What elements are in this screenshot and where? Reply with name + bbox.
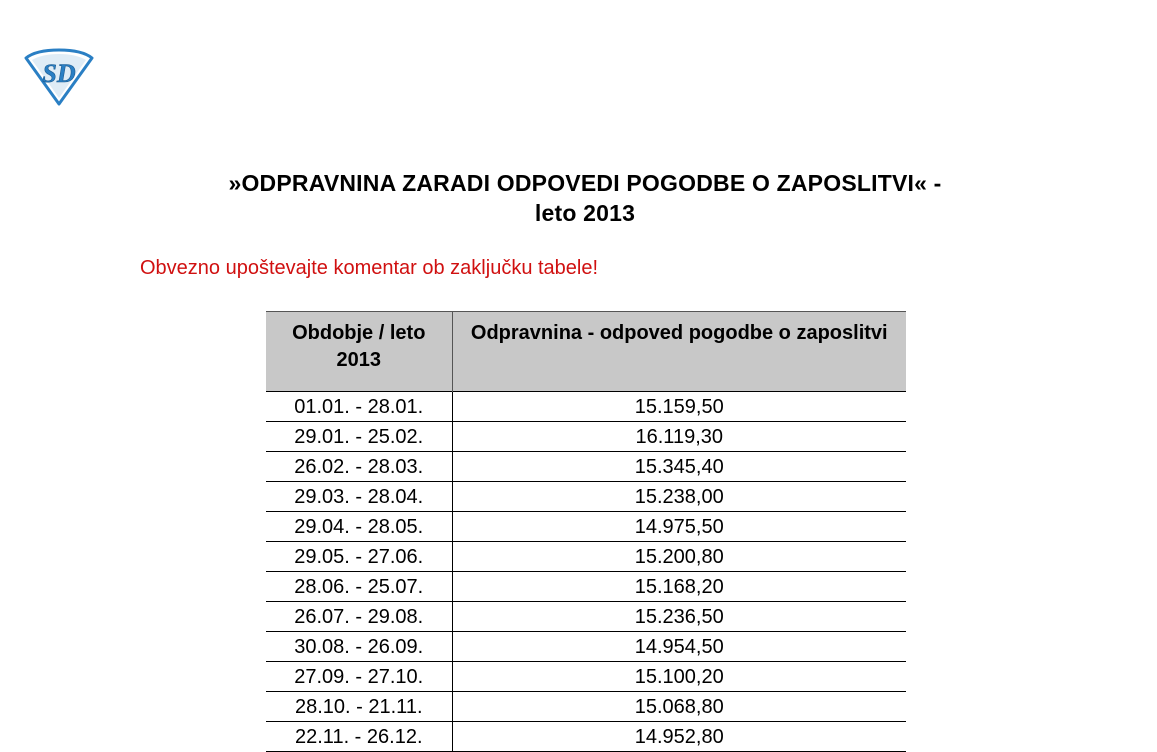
period-cell: 29.05. - 27.06.: [266, 542, 452, 572]
period-cell: 29.04. - 28.05.: [266, 512, 452, 542]
severance-table: [266, 311, 906, 752]
table-header-row: [266, 312, 906, 392]
table-row: [266, 662, 906, 692]
table-row: [266, 452, 906, 482]
period-cell: 26.02. - 28.03.: [266, 452, 452, 482]
amount-cell: 15.159,50: [452, 392, 906, 422]
table-row: [266, 512, 906, 542]
period-cell: 29.01. - 25.02.: [266, 422, 452, 452]
table-row: [266, 572, 906, 602]
amount-cell: 15.168,20: [452, 572, 906, 602]
period-cell: 28.10. - 21.11.: [266, 692, 452, 722]
amount-cell: 16.119,30: [452, 422, 906, 452]
title-line-1: »ODPRAVNINA ZARADI ODPOVEDI POGODBE O ZAPOSLITVI« -: [228, 170, 942, 196]
table-row: [266, 602, 906, 632]
title-line-2: leto 2013: [534, 200, 636, 226]
column-header-period: Obdobje / leto 2013: [266, 312, 452, 392]
period-cell: 01.01. - 28.01.: [266, 392, 452, 422]
table-body: [266, 392, 906, 752]
notice-text: Obvezno upoštevajte komentar ob zaključku tabele!: [140, 257, 599, 279]
amount-cell: 15.100,20: [452, 662, 906, 692]
period-cell: 26.07. - 29.08.: [266, 602, 452, 632]
sd-shield-logo-icon: [22, 48, 96, 106]
table-row: [266, 692, 906, 722]
table-row: [266, 632, 906, 662]
period-cell: 22.11. - 26.12.: [266, 722, 452, 752]
column-header-amount: Odpravnina - odpoved pogodbe o zaposlitvi: [452, 312, 906, 392]
amount-cell: 15.068,80: [452, 692, 906, 722]
table-row: [266, 482, 906, 512]
amount-cell: 15.238,00: [452, 482, 906, 512]
period-cell: 28.06. - 25.07.: [266, 572, 452, 602]
svg-text:SD: SD: [42, 59, 76, 88]
table-row: [266, 422, 906, 452]
table-row: [266, 722, 906, 752]
document-title: [150, 168, 1020, 228]
period-cell: 27.09. - 27.10.: [266, 662, 452, 692]
amount-cell: 15.236,50: [452, 602, 906, 632]
amount-cell: 14.975,50: [452, 512, 906, 542]
amount-cell: 14.952,80: [452, 722, 906, 752]
period-cell: 30.08. - 26.09.: [266, 632, 452, 662]
table-row: [266, 392, 906, 422]
table-row: [266, 542, 906, 572]
amount-cell: 15.200,80: [452, 542, 906, 572]
period-cell: 29.03. - 28.04.: [266, 482, 452, 512]
amount-cell: 14.954,50: [452, 632, 906, 662]
amount-cell: 15.345,40: [452, 452, 906, 482]
